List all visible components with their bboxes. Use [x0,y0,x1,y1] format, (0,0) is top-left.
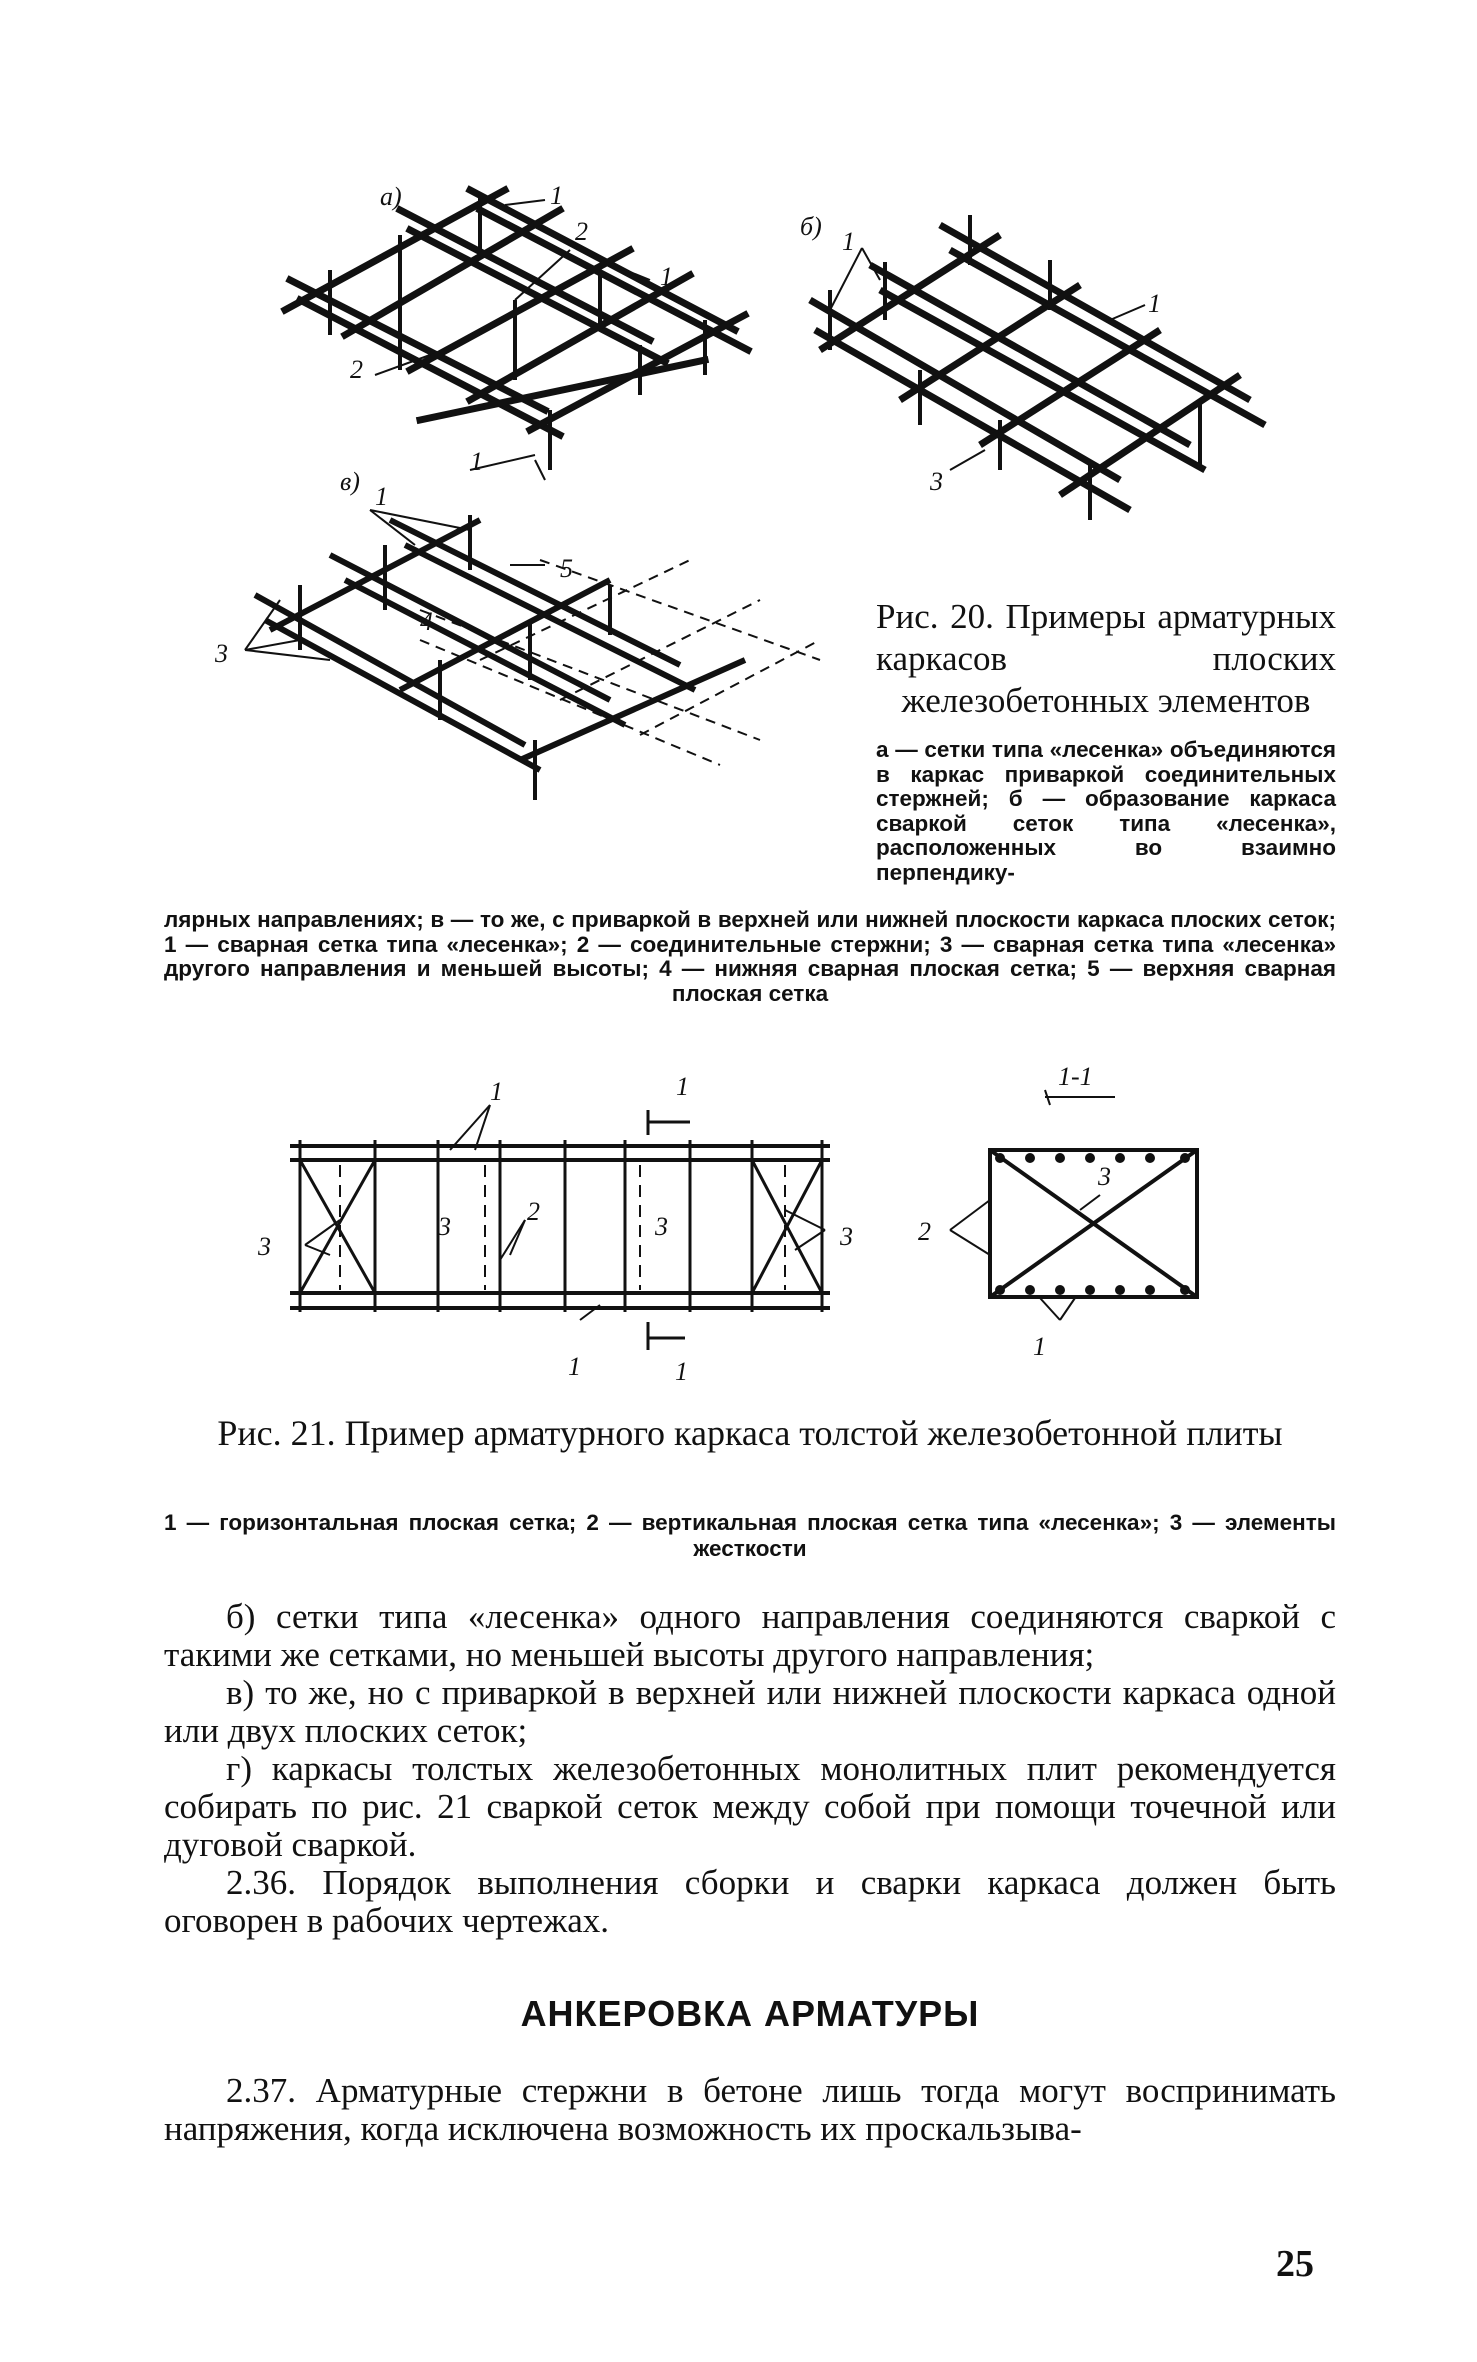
figure-20-caption: Рис. 20. Примеры арматурных каркасов плоских железобетонных элементов [876,597,1336,720]
figure-20-legend-part1: а — сетки типа «лесенка» объединяются в каркас приваркой соединительных стержней; б — образование каркаса сваркой сеток типа «лесенка», расположенных во взаимно перпендику- [876,737,1336,885]
fig20a-callout-4: 2 [350,355,363,384]
fig21-plan-callout-2: 2 [527,1197,540,1226]
fig21-plan-callout-1-top: 1 [490,1077,503,1106]
page-number: 25 [1276,2243,1314,2285]
fig21-section-mark-bottom: 1 [675,1357,688,1386]
fig21-plan-callout-3-left: 3 [258,1232,271,1261]
paragraph-2-36: 2.36. Порядок выполнения сборки и сварки каркаса должен быть оговорен в рабочих чертежах. [164,1863,1336,1940]
fig20a-callout-3: 1 [660,262,673,291]
fig20v-callout-5: 5 [560,554,573,583]
figure-20-legend-part2: лярных направлениях; в — то же, с приваркой в верхней или нижней плоскости каркаса плоских сеток; 1 — сварная сетка типа «лесенка»; 2 — соединительные стержни; 3 — сварная сетка типа «лесенка» другого направления и меньшей высоты; 4 — нижняя сварная плоская сетка; 5 — верхняя сварная плоская сетка [164,907,1336,1006]
fig21-plan-callout-3-inner-right: 3 [655,1212,668,1241]
paragraph-2-37: 2.37. Арматурные стержни в бетоне лишь тогда могут воспринимать напряжения, когда исключена возможность их проскальзыва- [164,2071,1336,2148]
fig20b-callout-1: 1 [842,227,855,256]
figure-21-legend: 1 — горизонтальная плоская сетка; 2 — вертикальная плоская сетка типа «лесенка»; 3 — элементы жесткости [164,1510,1336,1561]
fig20v-callout-1: 1 [375,482,388,511]
fig20a-callout-2: 2 [575,217,588,246]
fig20v-callout-3: 3 [215,639,228,668]
fig21-plan-callout-3-inner-left: 3 [438,1212,451,1241]
fig21-plan-callout-3-right: 3 [840,1222,853,1251]
fig20-panel-label-b: б) [800,212,822,241]
fig21-plan-callout-1-bottom: 1 [568,1352,581,1381]
fig20-panel-label-a: а) [380,182,402,211]
figure-21-caption: Рис. 21. Пример арматурного каркаса толстой железобетонной плиты [217,1413,1283,1453]
fig21-section-callout-3: 3 [1098,1162,1111,1191]
fig20a-callout-5: 1 [470,447,483,476]
fig21-section-title: 1-1 [1058,1062,1093,1091]
fig21-section-callout-1: 1 [1033,1332,1046,1361]
section-heading: АНКЕРОВКА АРМАТУРЫ [520,1993,980,2034]
fig20b-callout-2: 1 [1148,289,1161,318]
fig20-panel-label-v: в) [340,467,360,496]
paragraph-v: в) то же, но с приваркой в верхней или нижней плоскости каркаса одной или двух плоских сеток; [164,1673,1336,1750]
fig21-section-mark-top: 1 [676,1072,689,1101]
fig20v-callout-4: 4 [420,607,433,636]
fig20b-callout-3: 3 [930,467,943,496]
body-text-block [164,1598,1336,1940]
paragraph-g: г) каркасы толстых железобетонных монолитных плит рекомендуется собирать по рис. 21 сваркой сеток между собой при помощи точечной или дуговой сваркой. [164,1749,1336,1864]
fig21-section-callout-2: 2 [918,1217,931,1246]
fig20a-callout-1: 1 [550,181,563,210]
body-text-block-2 [164,2072,1336,2148]
paragraph-b: б) сетки типа «лесенка» одного направления соединяются сваркой с такими же сетками, но меньшей высоты другого направления; [164,1597,1336,1674]
